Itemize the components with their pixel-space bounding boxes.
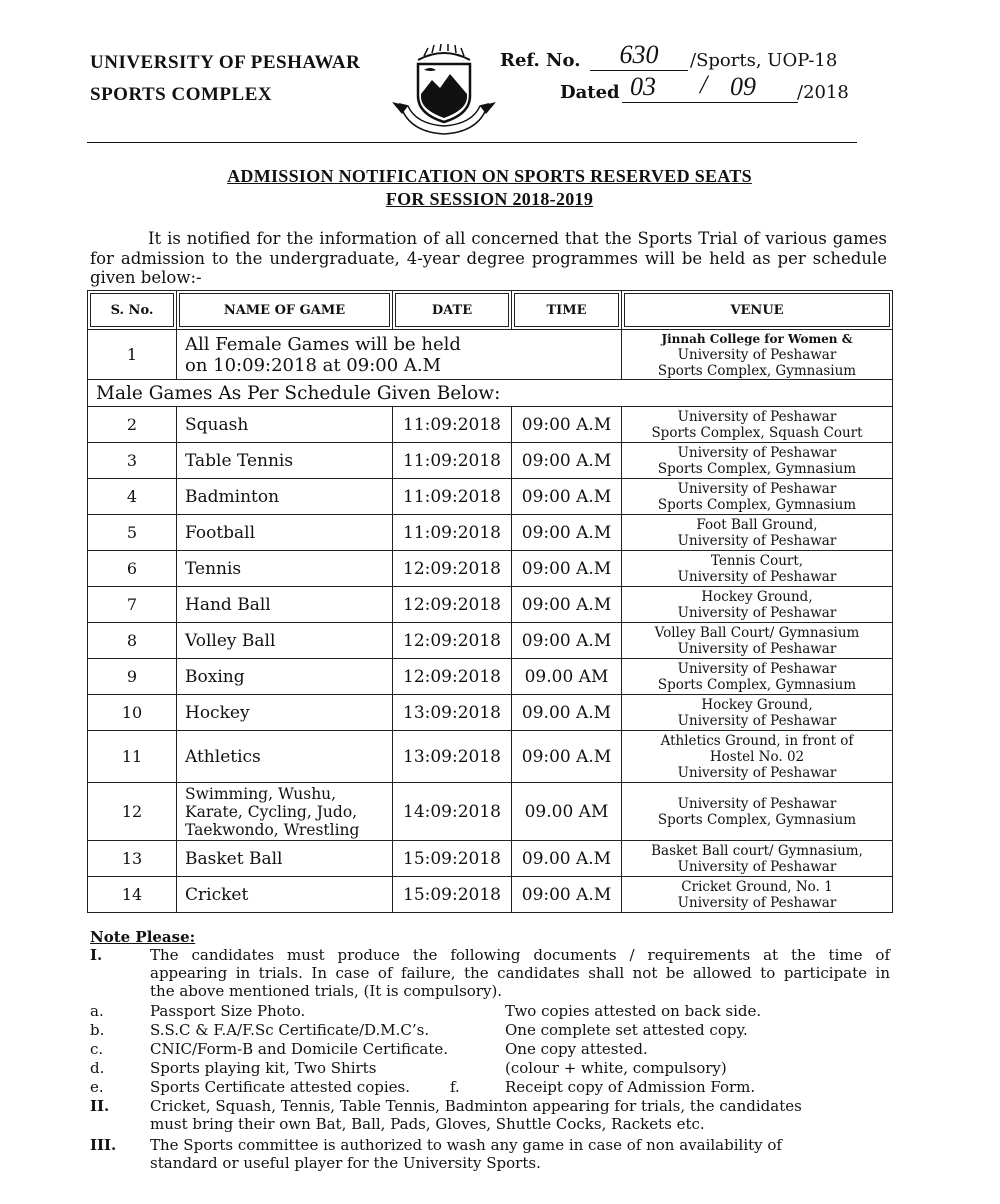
note-item-right: One copy attested.	[505, 1040, 648, 1058]
row-game: Volley Ball	[177, 623, 393, 659]
row-date: 13:09:2018	[393, 731, 512, 783]
row-time: 09:00 A.M	[512, 407, 622, 443]
ref-label: Ref. No.	[500, 50, 581, 71]
row-date: 11:09:2018	[393, 443, 512, 479]
table-row	[88, 551, 893, 587]
date-year: /2018	[797, 82, 849, 103]
row-game: Tennis	[177, 551, 393, 587]
row-venue: Cricket Ground, No. 1 University of Peshawar	[622, 877, 893, 913]
table-row	[88, 731, 893, 783]
row-venue: Volley Ball Court/ Gymnasium University of Peshawar	[622, 623, 893, 659]
note-e-text: Sports Certificate attested copies.	[150, 1078, 410, 1096]
row-venue: University of Peshawar Sports Complex, Squash Court	[622, 407, 893, 443]
notification-title-line1: ADMISSION NOTIFICATION ON SPORTS RESERVED SEATS	[227, 166, 752, 186]
row-sno: 7	[88, 587, 177, 623]
note-e-label: e.	[90, 1078, 104, 1096]
note-i-label: I.	[90, 946, 103, 964]
row-time: 09.00 AM	[512, 659, 622, 695]
table-row	[88, 479, 893, 515]
note-item-left: S.S.C & F.A/F.Sc Certificate/D.M.C’s.	[150, 1021, 430, 1039]
table-header-row	[88, 291, 893, 330]
note-item-label: a.	[90, 1002, 104, 1020]
row-venue: Foot Ball Ground, University of Peshawar	[622, 515, 893, 551]
table-row	[88, 515, 893, 551]
row-time: 09:00 A.M	[512, 731, 622, 783]
row-time: 09:00 A.M	[512, 587, 622, 623]
row-sno: 4	[88, 479, 177, 515]
row-date: 11:09:2018	[393, 407, 512, 443]
note-f-text: Receipt copy of Admission Form.	[505, 1078, 756, 1096]
note-item-right: One complete set attested copy.	[505, 1021, 748, 1039]
row-sno: 8	[88, 623, 177, 659]
row-date: 11:09:2018	[393, 515, 512, 551]
row-venue: Tennis Court, University of Peshawar	[622, 551, 893, 587]
row-time: 09.00 A.M	[512, 695, 622, 731]
row-venue: University of Peshawar Sports Complex, Gymnasium	[622, 783, 893, 841]
row-sno: 1	[88, 330, 177, 380]
col-header-date: DATE	[393, 291, 512, 330]
notes-heading: Note Please:	[90, 928, 196, 946]
row-venue: University of Peshawar Sports Complex, Gymnasium	[622, 659, 893, 695]
date-day: 03	[630, 72, 656, 101]
row-game: Boxing	[177, 659, 393, 695]
table-row	[88, 695, 893, 731]
row-sno: 3	[88, 443, 177, 479]
row-sno: 5	[88, 515, 177, 551]
note-f-label: f.	[450, 1078, 460, 1096]
row-game: Athletics	[177, 731, 393, 783]
note-item-label: c.	[90, 1040, 104, 1058]
col-header-time: TIME	[512, 291, 622, 330]
table-row	[88, 623, 893, 659]
table-row	[88, 877, 893, 913]
note-ii-text: Cricket, Squash, Tennis, Table Tennis, Badminton appearing for trials, the candidates must bring their own Bat, Ball, Pads, Gloves, Shuttle Cocks, Rackets etc.	[150, 1097, 802, 1133]
date-month: 09	[730, 72, 756, 101]
row-venue: University of Peshawar Sports Complex, Gymnasium	[622, 443, 893, 479]
notification-title-line2: FOR SESSION 2018-2019	[385, 189, 594, 209]
female-games-text: All Female Games will be held on 10:09:2018 at 09:00 A.M	[177, 330, 622, 380]
row-sno: 11	[88, 731, 177, 783]
col-header-sno: S. No.	[88, 291, 177, 330]
row-sno: 9	[88, 659, 177, 695]
female-games-venue: Jinnah College for Women & University of Peshawar Sports Complex, Gymnasium	[622, 330, 893, 380]
row-venue: Hockey Ground, University of Peshawar	[622, 587, 893, 623]
row-venue: University of Peshawar Sports Complex, Gymnasium	[622, 479, 893, 515]
note-item-right: Two copies attested on back side.	[505, 1002, 762, 1020]
row-venue: Athletics Ground, in front of Hostel No. 02 University of Peshawar	[622, 731, 893, 783]
row-date: 11:09:2018	[393, 479, 512, 515]
table-row	[88, 443, 893, 479]
row-sno: 14	[88, 877, 177, 913]
row-date: 14:09:2018	[393, 783, 512, 841]
col-header-venue: VENUE	[622, 291, 893, 330]
note-item-left: CNIC/Form-B and Domicile Certificate.	[150, 1040, 448, 1058]
female-games-row	[88, 330, 893, 380]
row-time: 09:00 A.M	[512, 551, 622, 587]
row-time: 09:00 A.M	[512, 877, 622, 913]
note-iii-text: The Sports committee is authorized to wash any game in case of non availability of standard or useful player for the University Sports.	[150, 1136, 782, 1172]
row-time: 09:00 A.M	[512, 515, 622, 551]
row-time: 09:00 A.M	[512, 443, 622, 479]
note-item-label: b.	[90, 1021, 105, 1039]
row-time: 09.00 AM	[512, 783, 622, 841]
male-games-heading: Male Games As Per Schedule Given Below:	[88, 380, 893, 407]
note-item-label: d.	[90, 1059, 105, 1077]
ref-number: 630	[590, 40, 688, 71]
male-heading-row	[88, 380, 893, 407]
intro-paragraph: It is notified for the information of all concerned that the Sports Trial of various games for admission to the undergraduate, 4-year degree programmes will be held as per schedule given below:-	[90, 229, 887, 287]
row-game: Cricket	[177, 877, 393, 913]
table-row	[88, 659, 893, 695]
row-game: Squash	[177, 407, 393, 443]
note-item-left: Passport Size Photo.	[150, 1002, 306, 1020]
col-header-game: NAME OF GAME	[177, 291, 393, 330]
row-game: Hockey	[177, 695, 393, 731]
row-game: Badminton	[177, 479, 393, 515]
table-row	[88, 841, 893, 877]
row-venue: Basket Ball court/ Gymnasium, University of Peshawar	[622, 841, 893, 877]
row-game: Basket Ball	[177, 841, 393, 877]
note-item-left: Sports playing kit, Two Shirts	[150, 1059, 377, 1077]
row-game: Football	[177, 515, 393, 551]
row-game: Hand Ball	[177, 587, 393, 623]
note-item-right: (colour + white, compulsory)	[505, 1059, 727, 1077]
note-i-text: The candidates must produce the following documents / requirements at the time of appearing in trials. In case of failure, the candidates shall not be allowed to participate in the above mentioned trials, (It is compulsory).	[150, 946, 890, 1000]
row-time: 09:00 A.M	[512, 479, 622, 515]
row-date: 13:09:2018	[393, 695, 512, 731]
row-date: 12:09:2018	[393, 551, 512, 587]
schedule-table	[87, 290, 893, 913]
row-sno: 6	[88, 551, 177, 587]
row-game: Swimming, Wushu, Karate, Cycling, Judo, Taekwondo, Wrestling	[177, 783, 393, 841]
row-date: 12:09:2018	[393, 659, 512, 695]
university-name: UNIVERSITY OF PESHAWAR	[90, 52, 361, 73]
header-divider	[87, 142, 857, 143]
row-date: 15:09:2018	[393, 877, 512, 913]
dated-label: Dated	[560, 82, 620, 103]
row-sno: 2	[88, 407, 177, 443]
ref-suffix: /Sports, UOP-18	[690, 50, 838, 71]
row-date: 12:09:2018	[393, 587, 512, 623]
row-sno: 13	[88, 841, 177, 877]
table-row	[88, 587, 893, 623]
university-seal-logo	[388, 44, 500, 136]
row-venue: Hockey Ground, University of Peshawar	[622, 695, 893, 731]
table-row	[88, 407, 893, 443]
row-date: 15:09:2018	[393, 841, 512, 877]
row-game: Table Tennis	[177, 443, 393, 479]
date-separator: /	[700, 70, 708, 99]
note-iii-label: III.	[90, 1136, 117, 1154]
row-time: 09:00 A.M	[512, 623, 622, 659]
row-date: 12:09:2018	[393, 623, 512, 659]
sports-complex-name: SPORTS COMPLEX	[90, 84, 273, 105]
row-sno: 12	[88, 783, 177, 841]
row-time: 09.00 A.M	[512, 841, 622, 877]
row-sno: 10	[88, 695, 177, 731]
table-row	[88, 783, 893, 841]
note-ii-label: II.	[90, 1097, 110, 1115]
